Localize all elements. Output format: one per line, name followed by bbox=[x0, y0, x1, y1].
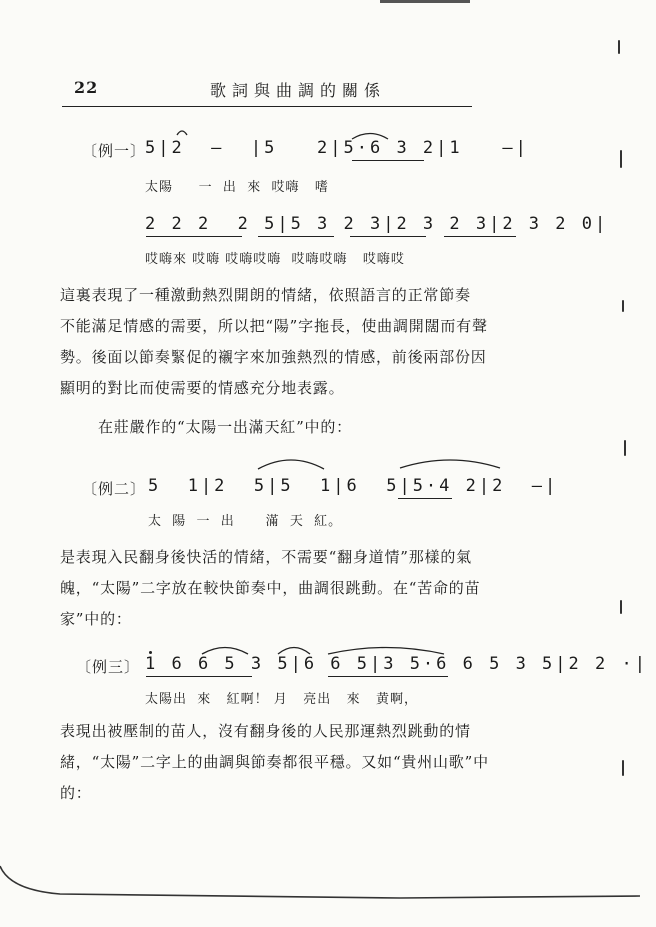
octave-dot bbox=[149, 651, 152, 654]
slur-mark bbox=[326, 644, 446, 656]
example-1-notes-line-1: 5|2 — |5 2|5·6 3 2|1 —| bbox=[145, 138, 529, 158]
scan-edge-mark bbox=[620, 150, 622, 168]
beam-underline bbox=[444, 236, 516, 237]
paragraph-2-line: 家”中的： bbox=[60, 610, 132, 628]
header-rule bbox=[62, 106, 472, 107]
scan-top-edge bbox=[380, 0, 470, 3]
example-1-label: 〔例一〕 bbox=[82, 142, 147, 160]
paragraph-1-line: 顯明的對比而使需要的情感充分地表露。 bbox=[60, 379, 345, 397]
paragraph-3-line: 的： bbox=[60, 784, 92, 802]
beam-underline bbox=[398, 498, 452, 499]
paragraph-1 bbox=[60, 280, 600, 404]
paragraph-1-line: 勢。後面以節奏緊促的襯字來加強熱烈的情感，前後兩部份因 bbox=[60, 348, 487, 366]
scan-bottom-edge bbox=[0, 860, 656, 910]
example-3-lyrics: 太陽出 來 紅啊！ 月 亮出 來 黄啊， bbox=[145, 692, 418, 707]
paragraph-2-line: 魄，“太陽”二字放在較快節奏中，曲調很跳動。在“苦命的苗 bbox=[60, 579, 481, 597]
scan-edge-mark bbox=[622, 760, 624, 776]
paragraph-2 bbox=[60, 542, 600, 635]
example-1-notes-line-2: 2 2 2 2 5|5 3 2 3|2 3 2 3|2 3 2 0| bbox=[145, 214, 609, 234]
fermata-mark bbox=[176, 128, 188, 136]
example-2-notes: 5 1|2 5|5 1|6 5|5·4 2|2 —| bbox=[148, 476, 559, 496]
example-2-lyrics: 太 陽 一 出 滿 天 紅。 bbox=[148, 514, 343, 529]
running-title: 歌詞與曲調的關係 bbox=[210, 81, 387, 100]
beam-underline bbox=[146, 676, 252, 677]
running-head bbox=[62, 76, 482, 102]
example-2-label: 〔例二〕 bbox=[82, 480, 147, 498]
intro-example-2-text: 在莊嚴作的“太陽一出滿天紅”中的： bbox=[98, 418, 352, 436]
paragraph-1-line: 不能滿足情感的需要，所以把“陽”字拖長，使曲調開闊而有聲 bbox=[60, 317, 488, 335]
paragraph-2-line: 是表現入民翻身後快活的情緒，不需要“翻身道情”那樣的氣 bbox=[60, 548, 472, 566]
scan-edge-mark bbox=[620, 600, 622, 614]
beam-underline bbox=[146, 236, 242, 237]
example-3-notes: 1 6 6 5 3 5|6 6 5|3 5·6 6 5 3 5|2 2 ·| bbox=[145, 654, 648, 674]
scan-edge-mark bbox=[624, 440, 626, 456]
beam-underline bbox=[328, 676, 448, 677]
scan-edge-mark bbox=[622, 300, 624, 312]
paragraph-1-line: 這裏表現了一種激動熱烈開朗的情緒，依照語言的正常節奏 bbox=[60, 286, 471, 304]
intro-example-2 bbox=[98, 412, 598, 443]
paragraph-3-line: 緒，“太陽”二字上的曲調與節奏都很平穩。又如“貴州山歌”中 bbox=[60, 753, 489, 771]
example-3 bbox=[76, 656, 140, 677]
beam-underline bbox=[352, 160, 424, 161]
slur-mark bbox=[398, 456, 502, 470]
slur-mark bbox=[256, 455, 326, 471]
scan-edge-mark bbox=[618, 40, 620, 54]
slur-mark bbox=[200, 644, 250, 656]
beam-underline bbox=[350, 236, 426, 237]
beam-underline bbox=[258, 236, 334, 237]
page-number: 22 bbox=[74, 78, 99, 97]
paragraph-3-line: 表現出被壓制的苗人，沒有翻身後的人民那運熱烈跳動的情 bbox=[60, 722, 471, 740]
example-1-lyrics-line-1: 太陽 一 出 來 哎嗨 嗜 bbox=[145, 180, 329, 195]
slur-mark bbox=[350, 130, 390, 140]
example-2 bbox=[82, 478, 146, 499]
example-3-label: 〔例三〕 bbox=[76, 658, 141, 676]
slur-mark bbox=[276, 644, 312, 656]
example-1-lyrics-line-2: 哎嗨來 哎嗨 哎嗨哎嗨 哎嗨哎嗨 哎嗨哎 bbox=[145, 252, 405, 267]
paragraph-3 bbox=[60, 716, 600, 809]
example-1 bbox=[82, 140, 146, 161]
